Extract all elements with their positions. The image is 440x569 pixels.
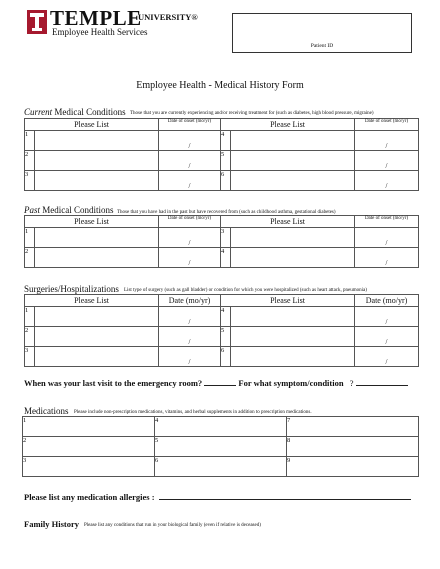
col-header-list: Please List — [221, 295, 355, 307]
past-conditions-note: Those that you have had in the past but have recovered from (such as childhood asthma, gestational diabetes) — [117, 210, 336, 215]
date-entry[interactable]: / — [355, 131, 419, 151]
row-number: 1 — [25, 131, 35, 151]
row-number: 3 — [25, 347, 35, 367]
medication-entry[interactable]: 4 — [155, 417, 287, 437]
row-number: 3 — [25, 171, 35, 191]
date-entry[interactable]: / — [355, 228, 419, 248]
row-number: 1 — [25, 228, 35, 248]
condition-entry[interactable] — [35, 248, 159, 268]
col-header-list: Please List — [25, 216, 159, 228]
condition-entry[interactable] — [35, 151, 159, 171]
temple-logo — [27, 10, 47, 34]
date-entry[interactable]: / — [159, 248, 221, 268]
current-conditions-title: Current Medical Conditions — [24, 107, 126, 117]
table-row — [25, 228, 419, 248]
table-row — [25, 307, 419, 327]
table-row — [25, 151, 419, 171]
col-header-list: Please List — [221, 119, 355, 131]
medication-entry[interactable]: 8 — [287, 437, 419, 457]
table-row — [23, 437, 419, 457]
col-header-date: Date (mo/yr) — [355, 295, 419, 307]
symptom-blank[interactable] — [356, 385, 408, 386]
date-entry[interactable]: / — [355, 307, 419, 327]
brand-name: TEMPLE — [50, 6, 142, 30]
surgeries-table — [24, 294, 419, 367]
col-header-date: Date of onset (mo/yr) — [159, 119, 221, 131]
surgeries-note: List type of surgery (such as gall bladder) or condition for which you were hospitalized (such as heart attack, pneumonia) — [124, 288, 367, 293]
row-number: 5 — [221, 327, 231, 347]
row-number: 4 — [221, 307, 231, 327]
past-conditions-table — [24, 215, 419, 268]
date-entry[interactable]: / — [159, 347, 221, 367]
row-number: 3 — [221, 228, 231, 248]
date-entry[interactable]: / — [355, 248, 419, 268]
date-entry[interactable]: / — [355, 171, 419, 191]
allergies-label: Please list any medication allergies : — [24, 492, 155, 502]
surgeries-title: Surgeries/Hospitalizations — [24, 284, 119, 294]
date-entry[interactable]: / — [159, 327, 221, 347]
table-row — [23, 457, 419, 477]
table-row — [23, 417, 419, 437]
condition-entry[interactable] — [231, 248, 355, 268]
medication-entry[interactable]: 5 — [155, 437, 287, 457]
patient-id-label: Patient ID — [310, 43, 334, 49]
condition-entry[interactable] — [35, 171, 159, 191]
medication-entry[interactable]: 6 — [155, 457, 287, 477]
row-number: 2 — [25, 151, 35, 171]
brand-suffix: UNIVERSITY® — [138, 12, 198, 22]
date-entry[interactable]: / — [159, 171, 221, 191]
surgery-entry[interactable] — [231, 307, 355, 327]
col-header-date: Date of onset (mo/yr) — [355, 119, 419, 131]
surgery-entry[interactable] — [35, 347, 159, 367]
current-conditions-table — [24, 118, 419, 191]
medication-entry[interactable]: 7 — [287, 417, 419, 437]
medications-note: Please include non-prescription medications, vitamins, and herbal supplements in addition to prescription medications. — [74, 410, 312, 415]
family-history-title: Family History — [24, 519, 80, 529]
date-entry[interactable]: / — [159, 151, 221, 171]
date-entry[interactable]: / — [355, 151, 419, 171]
col-header-date: Date of onset (mo/yr) — [159, 216, 221, 228]
family-history-note: Please list any conditions that run in your biological family (even if relative is deceased) — [84, 523, 261, 528]
col-header-list: Please List — [221, 216, 355, 228]
date-entry[interactable]: / — [355, 327, 419, 347]
condition-entry[interactable] — [231, 151, 355, 171]
department-name: Employee Health Services — [52, 27, 148, 37]
allergies-blank[interactable] — [159, 499, 411, 500]
form-title: Employee Health - Medical History Form — [136, 80, 304, 91]
medications-title: Medications — [24, 406, 69, 416]
table-row — [25, 131, 419, 151]
date-entry[interactable]: / — [355, 347, 419, 367]
table-row — [25, 171, 419, 191]
date-entry[interactable]: / — [159, 307, 221, 327]
medication-entry[interactable]: 3 — [23, 457, 155, 477]
row-number: 2 — [25, 248, 35, 268]
medications-table — [22, 416, 419, 477]
col-header-date: Date of onset (mo/yr) — [355, 216, 419, 228]
col-header-list: Please List — [25, 295, 159, 307]
col-header-list: Please List — [25, 119, 159, 131]
past-conditions-title: Past Medical Conditions — [24, 205, 114, 215]
surgery-entry[interactable] — [35, 307, 159, 327]
current-conditions-note: Those that you are currently experiencing and/or receiving treatment for (such as diabetes, high blood pressure, migraine) — [130, 111, 374, 116]
condition-entry[interactable] — [231, 228, 355, 248]
medication-entry[interactable]: 1 — [23, 417, 155, 437]
row-number: 1 — [25, 307, 35, 327]
medication-entry[interactable]: 2 — [23, 437, 155, 457]
table-row — [25, 347, 419, 367]
surgery-entry[interactable] — [231, 347, 355, 367]
surgery-entry[interactable] — [231, 327, 355, 347]
symptom-question-mark: ? — [349, 378, 354, 388]
surgery-entry[interactable] — [35, 327, 159, 347]
er-question-line — [24, 378, 408, 388]
row-number: 4 — [221, 131, 231, 151]
date-entry[interactable]: / — [159, 131, 221, 151]
condition-entry[interactable] — [35, 131, 159, 151]
medication-entry[interactable]: 9 — [287, 457, 419, 477]
symptom-question-label: For what symptom/condition — [238, 378, 344, 388]
date-entry[interactable]: / — [159, 228, 221, 248]
er-date-blank[interactable] — [204, 385, 236, 386]
condition-entry[interactable] — [231, 171, 355, 191]
col-header-date: Date (mo/yr) — [159, 295, 221, 307]
allergies-line — [24, 492, 411, 502]
row-number: 2 — [25, 327, 35, 347]
row-number: 6 — [221, 347, 231, 367]
er-question-label: When was your last visit to the emergency room? — [24, 378, 203, 388]
row-number: 4 — [221, 248, 231, 268]
condition-entry[interactable] — [231, 131, 355, 151]
table-row — [25, 248, 419, 268]
table-row — [25, 327, 419, 347]
condition-entry[interactable] — [35, 228, 159, 248]
row-number: 6 — [221, 171, 231, 191]
row-number: 5 — [221, 151, 231, 171]
